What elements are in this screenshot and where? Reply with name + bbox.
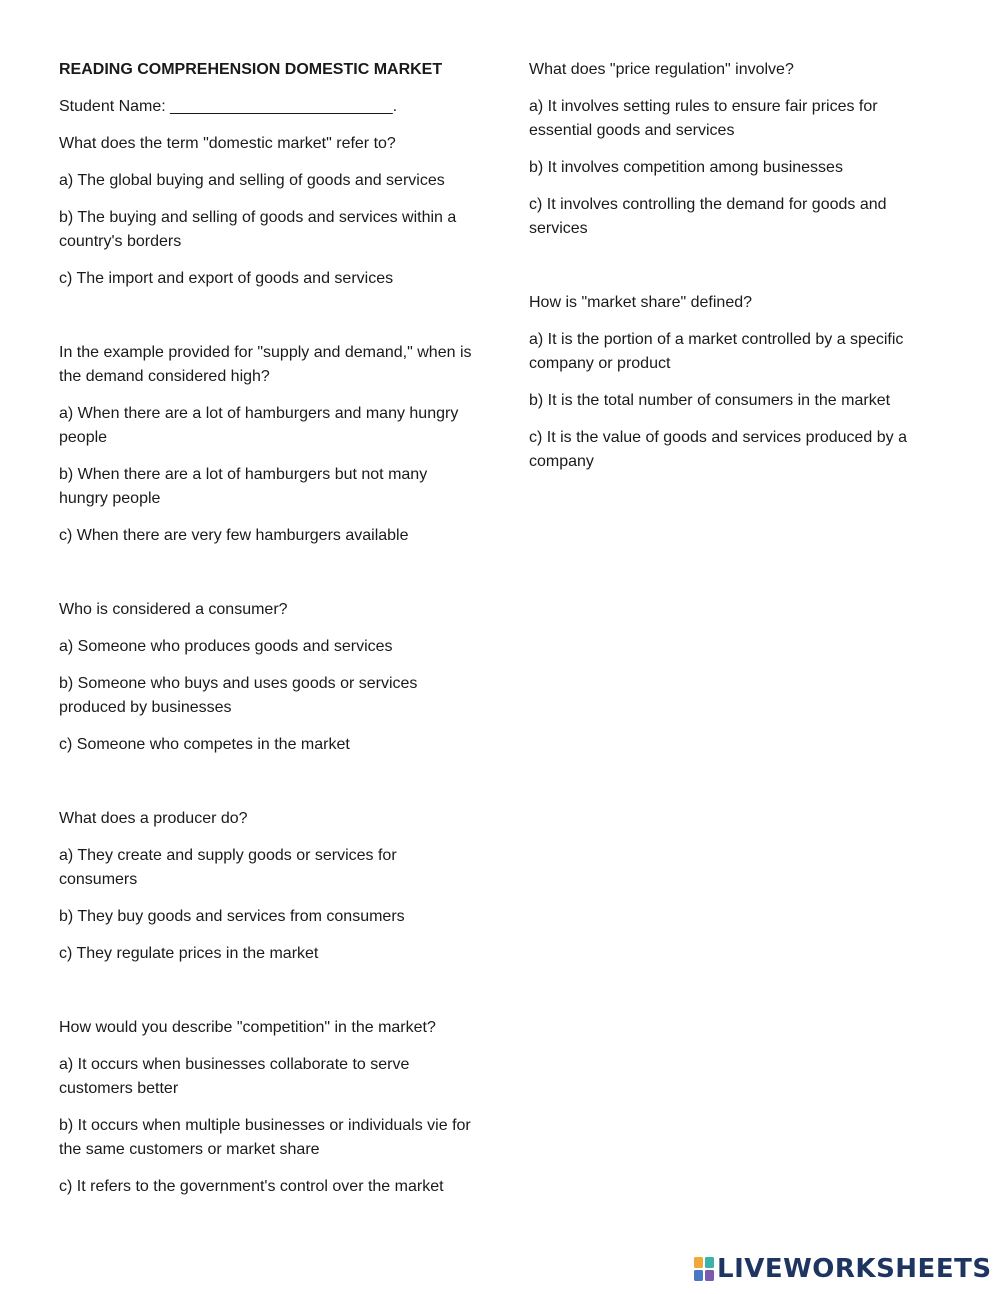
answer-option[interactable]: c) It refers to the government's control over the market [59,1178,444,1195]
answer-option[interactable]: b) It occurs when multiple businesses or individuals vie for the same customers or market share [59,1117,471,1158]
answer-option[interactable]: a) The global buying and selling of goods and services [59,172,445,189]
answer-option[interactable]: c) They regulate prices in the market [59,945,319,962]
answer-option[interactable]: b) It involves competition among businesses [529,159,843,176]
question-block-7 [529,291,929,474]
answer-option[interactable]: c) When there are very few hamburgers available [59,527,409,544]
left-column [59,58,479,1212]
answer-option[interactable]: a) It is the portion of a market controlled by a specific company or product [529,331,904,372]
question-text: What does a producer do? [59,810,248,827]
answer-option[interactable]: b) They buy goods and services from consumers [59,908,405,925]
student-name-field[interactable]: Student Name: _________________________. [59,98,398,115]
answer-option[interactable]: c) It involves controlling the demand for goods and services [529,196,887,237]
worksheet-title: READING COMPREHENSION DOMESTIC MARKET [59,61,443,78]
question-block-2 [59,341,479,548]
answer-option[interactable]: a) It involves setting rules to ensure fair prices for essential goods and services [529,98,878,139]
question-text: Who is considered a consumer? [59,601,288,618]
question-block-5 [59,1016,479,1199]
right-column [529,58,929,487]
question-block-4 [59,807,479,966]
answer-option[interactable]: b) It is the total number of consumers in the market [529,392,891,409]
question-text: What does the term "domestic market" refer to? [59,135,396,152]
answer-option[interactable]: b) Someone who buys and uses goods or services produced by businesses [59,675,418,716]
answer-option[interactable]: b) The buying and selling of goods and services within a country's borders [59,209,457,250]
liveworksheets-logo-icon [694,1257,714,1281]
question-text: How is "market share" defined? [529,294,753,311]
answer-option[interactable]: a) They create and supply goods or services for consumers [59,847,397,888]
liveworksheets-logo [694,1252,992,1286]
answer-option[interactable]: b) When there are a lot of hamburgers but not many hungry people [59,466,428,507]
answer-option[interactable]: a) When there are a lot of hamburgers and many hungry people [59,405,459,446]
answer-option[interactable]: c) Someone who competes in the market [59,736,350,753]
answer-option[interactable]: a) Someone who produces goods and services [59,638,393,655]
question-block-6 [529,58,929,241]
logo-wordmark: LIVEWORKSHEETS [717,1254,992,1284]
question-block-3 [59,598,479,757]
question-text: How would you describe "competition" in the market? [59,1019,436,1036]
answer-option[interactable]: c) It is the value of goods and services produced by a company [529,429,907,470]
question-block-1 [59,132,479,291]
answer-option[interactable]: c) The import and export of goods and services [59,270,394,287]
question-text: In the example provided for "supply and demand," when is the demand considered high? [59,344,472,385]
question-text: What does "price regulation" involve? [529,61,794,78]
answer-option[interactable]: a) It occurs when businesses collaborate to serve customers better [59,1056,410,1097]
